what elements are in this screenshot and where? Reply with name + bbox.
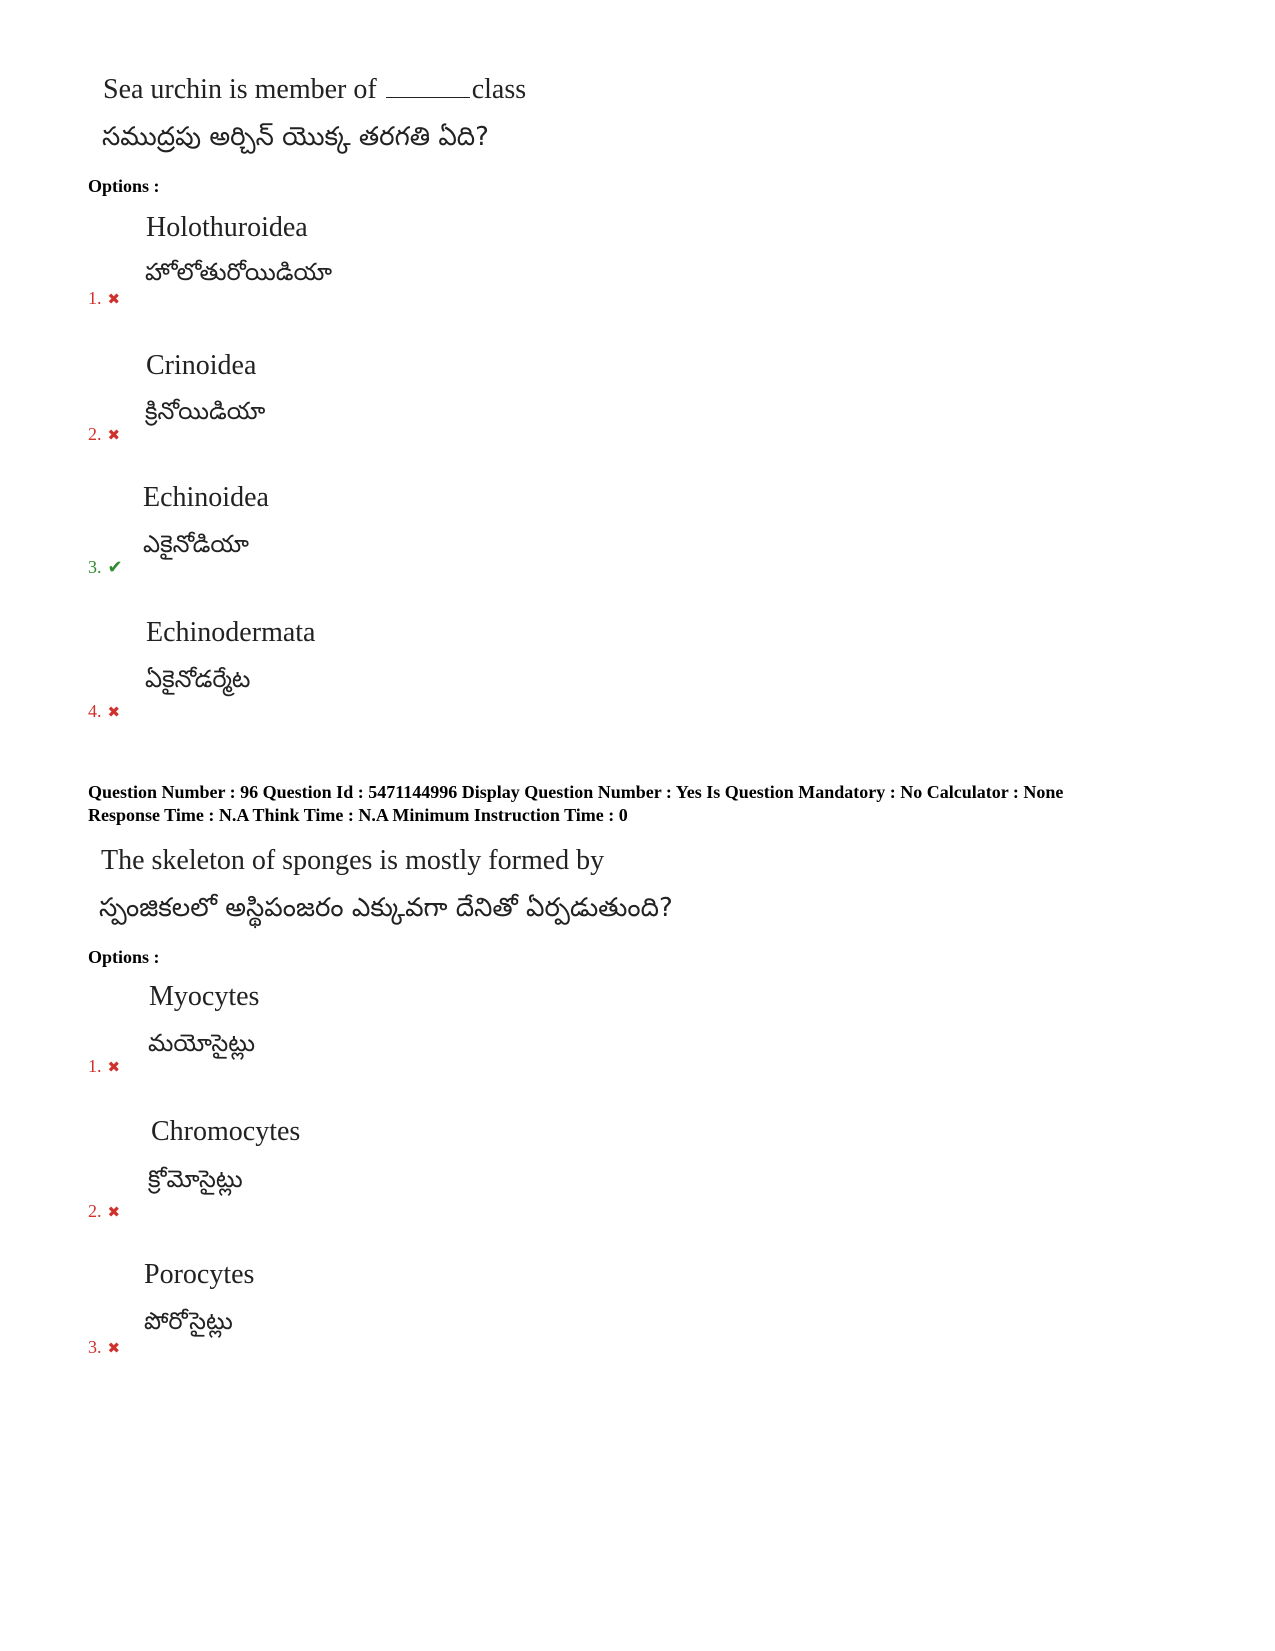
- question-text-post: class: [471, 74, 527, 105]
- option-text-en: Echinodermata: [146, 617, 316, 648]
- option-number: 3. ✖: [88, 1337, 121, 1357]
- option-number: 1. ✖: [88, 1056, 121, 1076]
- option-text-te: క్రోమోసైట్లు: [148, 1165, 243, 1193]
- question-meta-line1: Question Number : 96 Question Id : 5471144996 Display Question Number : Yes Is Question Mandatory : No Calculator : None: [88, 782, 1064, 802]
- option-text-te: ఏకైనోడర్మేట: [145, 665, 251, 693]
- option-text-en: Echinoidea: [143, 482, 269, 513]
- option-text-te: ఎకైనోడియా: [143, 530, 249, 558]
- option-number: 2. ✖: [88, 424, 121, 444]
- fill-blank: [386, 77, 470, 98]
- option-text-en: Myocytes: [149, 981, 260, 1012]
- option-text-te: పోరోసైట్లు: [144, 1307, 233, 1335]
- option-text-te: క్రినోయిడియా: [145, 397, 266, 425]
- option-text-te: మయోసైట్లు: [148, 1029, 256, 1057]
- option-text-en: Crinoidea: [146, 350, 257, 381]
- option-number: 2. ✖: [88, 1201, 121, 1221]
- cross-icon: ✖: [107, 1057, 121, 1076]
- question-meta: [88, 781, 1063, 827]
- options-label: Options :: [88, 947, 160, 967]
- option-text-en: Chromocytes: [151, 1116, 301, 1147]
- question-text-pre: Sea urchin is member of: [103, 74, 377, 105]
- option-number: 3. ✔: [88, 557, 123, 578]
- cross-icon: ✖: [107, 1338, 121, 1357]
- question-text-te: స్పంజికలలో అస్థిపంజరం ఎక్కువగా దేనితో ఏర్పడుతుంది?: [99, 893, 673, 923]
- option-text-en: Porocytes: [144, 1259, 255, 1290]
- cross-icon: ✖: [107, 1202, 121, 1221]
- option-number: 4. ✖: [88, 701, 121, 721]
- check-icon: ✔: [107, 557, 123, 578]
- question-text-te: సముద్రపు అర్చిన్ యొక్క తరగతి ఏది?: [102, 122, 489, 152]
- question-meta-line2: Response Time : N.A Think Time : N.A Minimum Instruction Time : 0: [88, 805, 628, 825]
- option-number: 1. ✖: [88, 288, 121, 308]
- question-text-en: The skeleton of sponges is mostly formed by: [101, 845, 605, 876]
- cross-icon: ✖: [107, 702, 121, 721]
- options-label: Options :: [88, 176, 160, 196]
- cross-icon: ✖: [107, 289, 121, 308]
- cross-icon: ✖: [107, 425, 121, 444]
- option-text-te: హోలోతురోయిడియా: [145, 258, 333, 286]
- question-text-en: [103, 74, 526, 106]
- option-text-en: Holothuroidea: [146, 212, 308, 243]
